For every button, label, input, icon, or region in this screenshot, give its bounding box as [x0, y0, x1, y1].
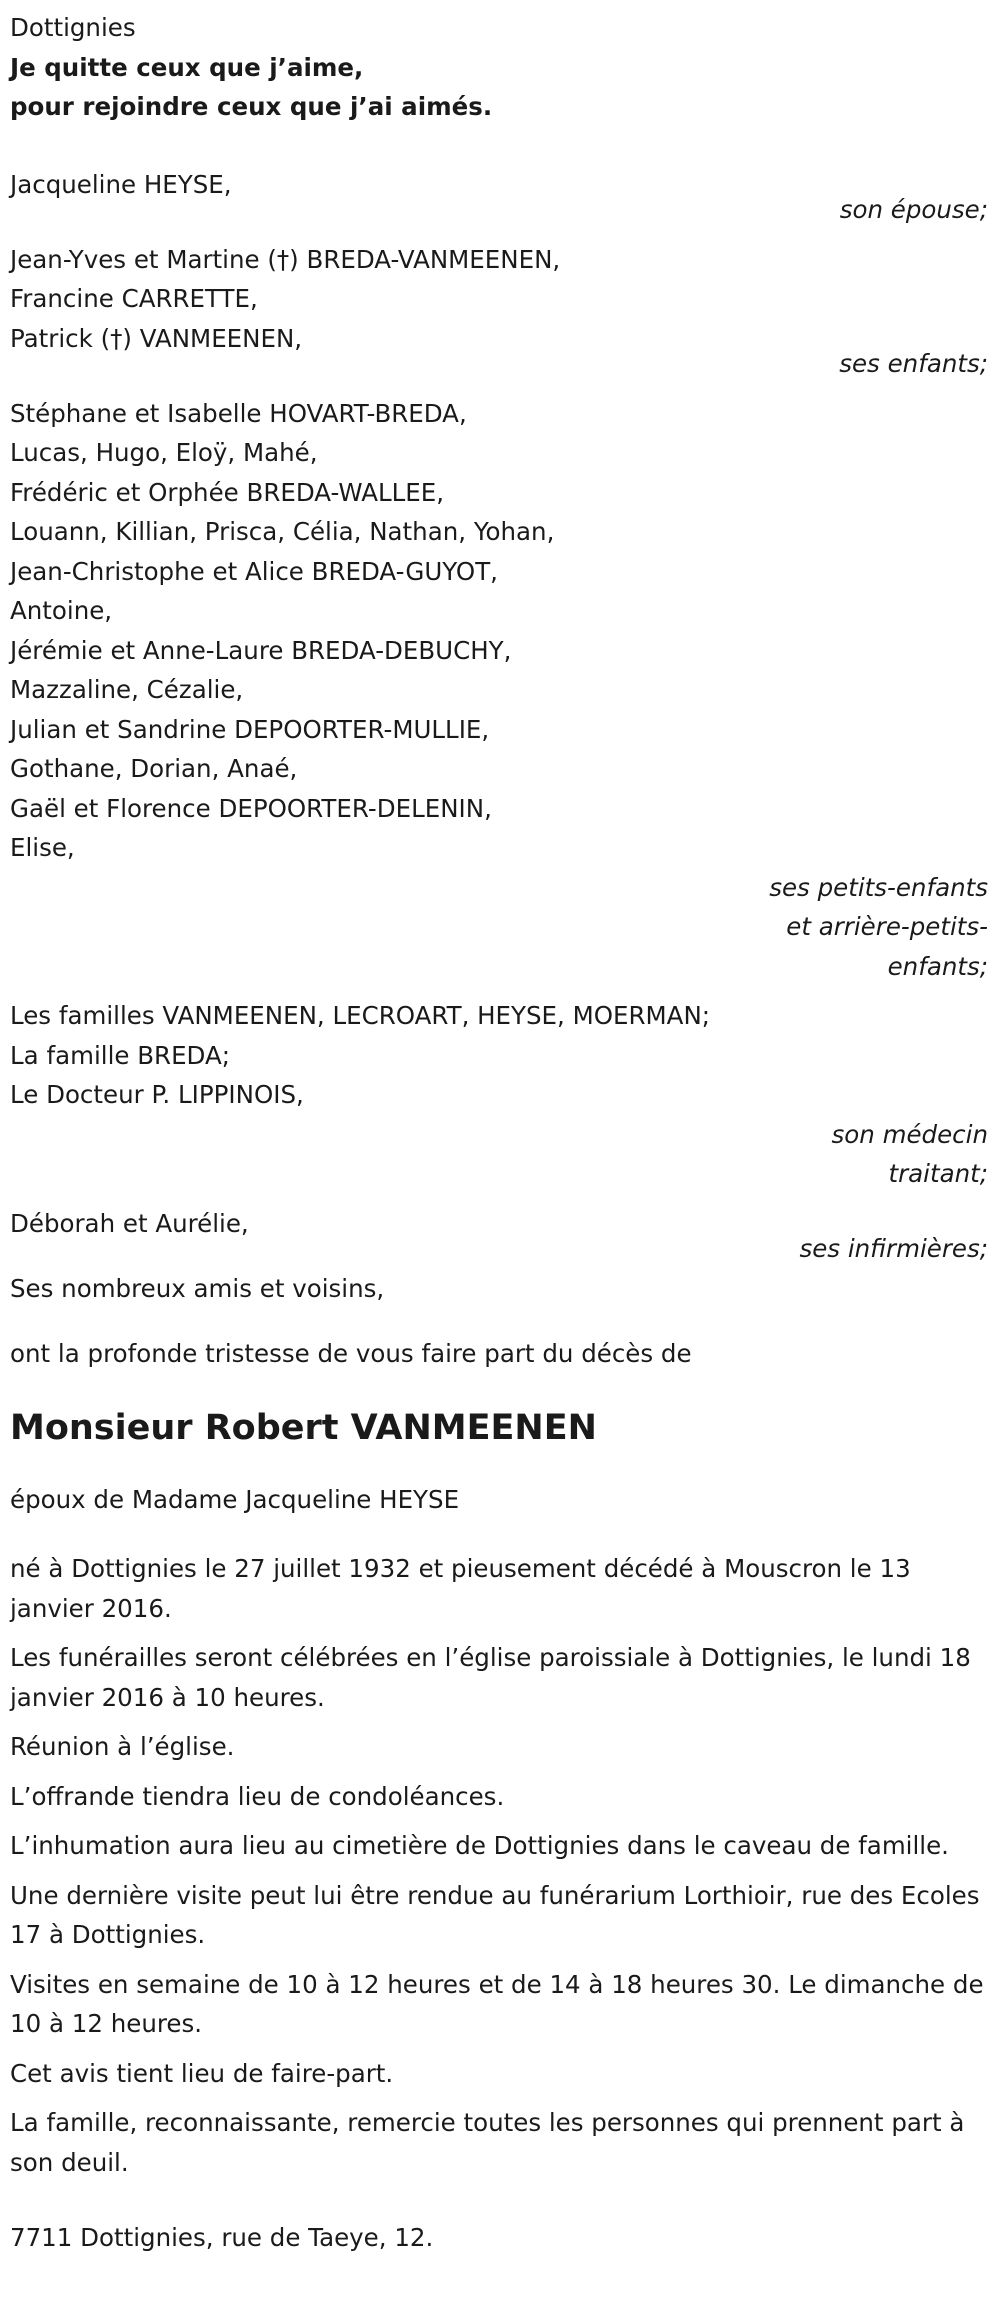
family-name: Julian et Sandrine DEPOORTER-MULLIE, [10, 714, 490, 744]
family-group-grandchildren [10, 394, 988, 987]
relation-label: ses petits-enfants [769, 872, 988, 902]
family-name: Jacqueline HEYSE, [10, 169, 232, 199]
detail-paragraph: La famille, reconnaissante, remercie toutes les personnes qui prennent part à son deuil. [10, 2108, 965, 2177]
announcement-text: ont la profonde tristesse de vous faire part du décès de [10, 1339, 692, 1368]
relation-label: et arrière-petits- [786, 912, 988, 941]
family-name: Gaël et Florence DEPOORTER-DELENIN, [10, 793, 492, 823]
family-name: La famille BREDA; [10, 1040, 230, 1070]
detail-paragraph: né à Dottignies le 27 juillet 1932 et pieusement décédé à Mouscron le 13 janvier 2016. [10, 1554, 911, 1623]
family-name: Jean-Christophe et Alice BREDA-GUYOT, [10, 556, 498, 586]
address-line: 7711 Dottignies, rue de Taeye, 12. [10, 2223, 434, 2252]
detail-paragraph: Visites en semaine de 10 à 12 heures et de 14 à 18 heures 30. Le dimanche de 10 à 12 heures. [10, 1969, 984, 2038]
detail-paragraph: L’offrande tiendra lieu de condoléances. [10, 1781, 505, 1811]
family-name: Déborah et Aurélie, [10, 1208, 249, 1238]
detail-paragraph: L’inhumation aura lieu au cimetière de Dottignies dans le caveau de famille. [10, 1831, 949, 1860]
relation-label: traitant; [888, 1159, 988, 1188]
family-name: Gothane, Dorian, Anaé, [10, 754, 298, 783]
family-group-children [10, 240, 988, 384]
family-group-nurses [10, 1204, 988, 1269]
family-name: Elise, [10, 833, 75, 862]
family-name: Francine CARRETTE, [10, 284, 258, 313]
relation-label: son épouse; [839, 195, 988, 224]
relation-label: son médecin [831, 1119, 988, 1149]
family-name: Antoine, [10, 596, 113, 625]
family-group-spouse [10, 165, 988, 230]
family-name: Les familles VANMEENEN, LECROART, HEYSE, MOERMAN; [10, 1001, 711, 1030]
relation-label: enfants; [887, 951, 988, 981]
family-name: Le Docteur P. LIPPINOIS, [10, 1080, 304, 1109]
relation-label: ses enfants; [839, 349, 988, 378]
family-name: Jérémie et Anne-Laure BREDA-DEBUCHY, [10, 635, 512, 665]
detail-paragraph: Réunion à l’église. [10, 1732, 235, 1761]
obituary-notice [10, 8, 988, 2258]
friends-line: Ses nombreux amis et voisins, [10, 1273, 385, 1303]
location-heading: Dottignies [10, 13, 136, 42]
details-section [10, 1549, 988, 2182]
family-name: Jean-Yves et Martine (†) BREDA-VANMEENEN, [10, 244, 561, 274]
family-group-others [10, 996, 988, 1194]
spouse-of-line: époux de Madame Jacqueline HEYSE [10, 1484, 460, 1514]
family-name: Patrick (†) VANMEENEN, [10, 323, 303, 353]
quote-line-1: Je quitte ceux que j’aime, [10, 52, 364, 82]
family-name: Lucas, Hugo, Eloÿ, Mahé, [10, 438, 318, 467]
detail-paragraph: Une dernière visite peut lui être rendue au funérarium Lorthioir, rue des Ecoles 17 à Dottignies. [10, 1880, 980, 1949]
quote-line-2: pour rejoindre ceux que j’ai aimés. [10, 92, 493, 121]
deceased-name: Monsieur Robert VANMEENEN [10, 1407, 597, 1448]
detail-paragraph: Cet avis tient lieu de faire-part. [10, 2058, 394, 2088]
relation-label: ses infirmières; [799, 1234, 988, 1263]
family-name: Stéphane et Isabelle HOVART-BREDA, [10, 398, 467, 428]
family-name: Louann, Killian, Prisca, Célia, Nathan, Yohan, [10, 517, 555, 546]
family-name: Mazzaline, Cézalie, [10, 675, 244, 704]
detail-paragraph: Les funérailles seront célébrées en l’église paroissiale à Dottignies, le lundi 18 janvier 2016 à 10 heures. [10, 1643, 971, 1712]
family-name: Frédéric et Orphée BREDA-WALLEE, [10, 477, 445, 507]
